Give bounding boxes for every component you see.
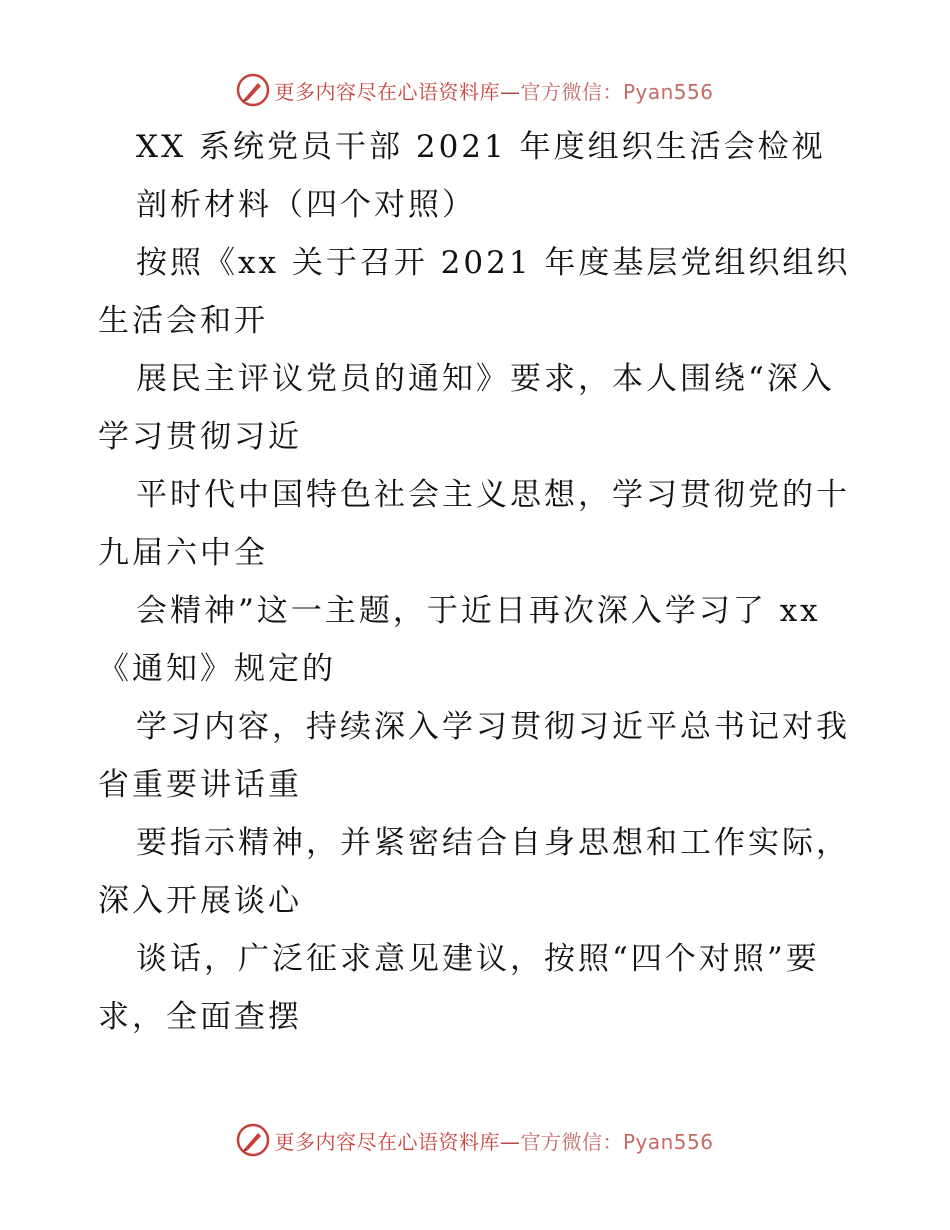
header-watermark-banner (0, 70, 950, 110)
doc-title-line-1: XX 系统党员干部 2021 年度组织生活会检视 (136, 129, 826, 165)
banner-official-wechat: 官方微信：Pyan556 (520, 79, 714, 104)
doc-line: 平时代中国特色社会主义思想，学习贯彻党的十 (136, 477, 850, 513)
banner-official-wechat: 官方微信：Pyan556 (520, 1129, 714, 1154)
doc-line: 生活会和开 (98, 303, 268, 339)
banner-dash: — (499, 1129, 521, 1154)
doc-line: 学习内容，持续深入学习贯彻习近平总书记对我 (136, 709, 850, 745)
doc-line: 按照《xx 关于召开 2021 年度基层党组织组织 (136, 245, 851, 281)
footer-watermark-banner (0, 1120, 950, 1160)
doc-line: 会精神”这一主题，于近日再次深入学习了 xx (136, 593, 821, 629)
banner-dash: — (499, 79, 521, 104)
doc-line: 要指示精神，并紧密结合自身思想和工作实际， (136, 825, 850, 861)
doc-line: 九届六中全 (98, 535, 268, 571)
banner-site-name: 更多内容尽在心语资料库 (274, 79, 500, 104)
doc-line: 《通知》规定的 (98, 651, 336, 687)
doc-title-line-2: 剖析材料（四个对照） (136, 187, 476, 223)
doc-line: 学习贯彻习近 (98, 419, 302, 455)
banner-text (274, 76, 713, 105)
doc-line: 省重要讲话重 (98, 767, 302, 803)
banner-site-name: 更多内容尽在心语资料库 (274, 1129, 500, 1154)
banner-text (274, 1126, 713, 1155)
doc-line: 谈话，广泛征求意见建议，按照“四个对照”要 (136, 941, 820, 977)
pen-logo-icon (236, 1123, 270, 1157)
pen-logo-icon (236, 73, 270, 107)
doc-line: 展民主评议党员的通知》要求，本人围绕“深入 (136, 361, 835, 397)
doc-line: 求，全面查摆 (98, 999, 302, 1035)
doc-line: 深入开展谈心 (98, 883, 302, 919)
